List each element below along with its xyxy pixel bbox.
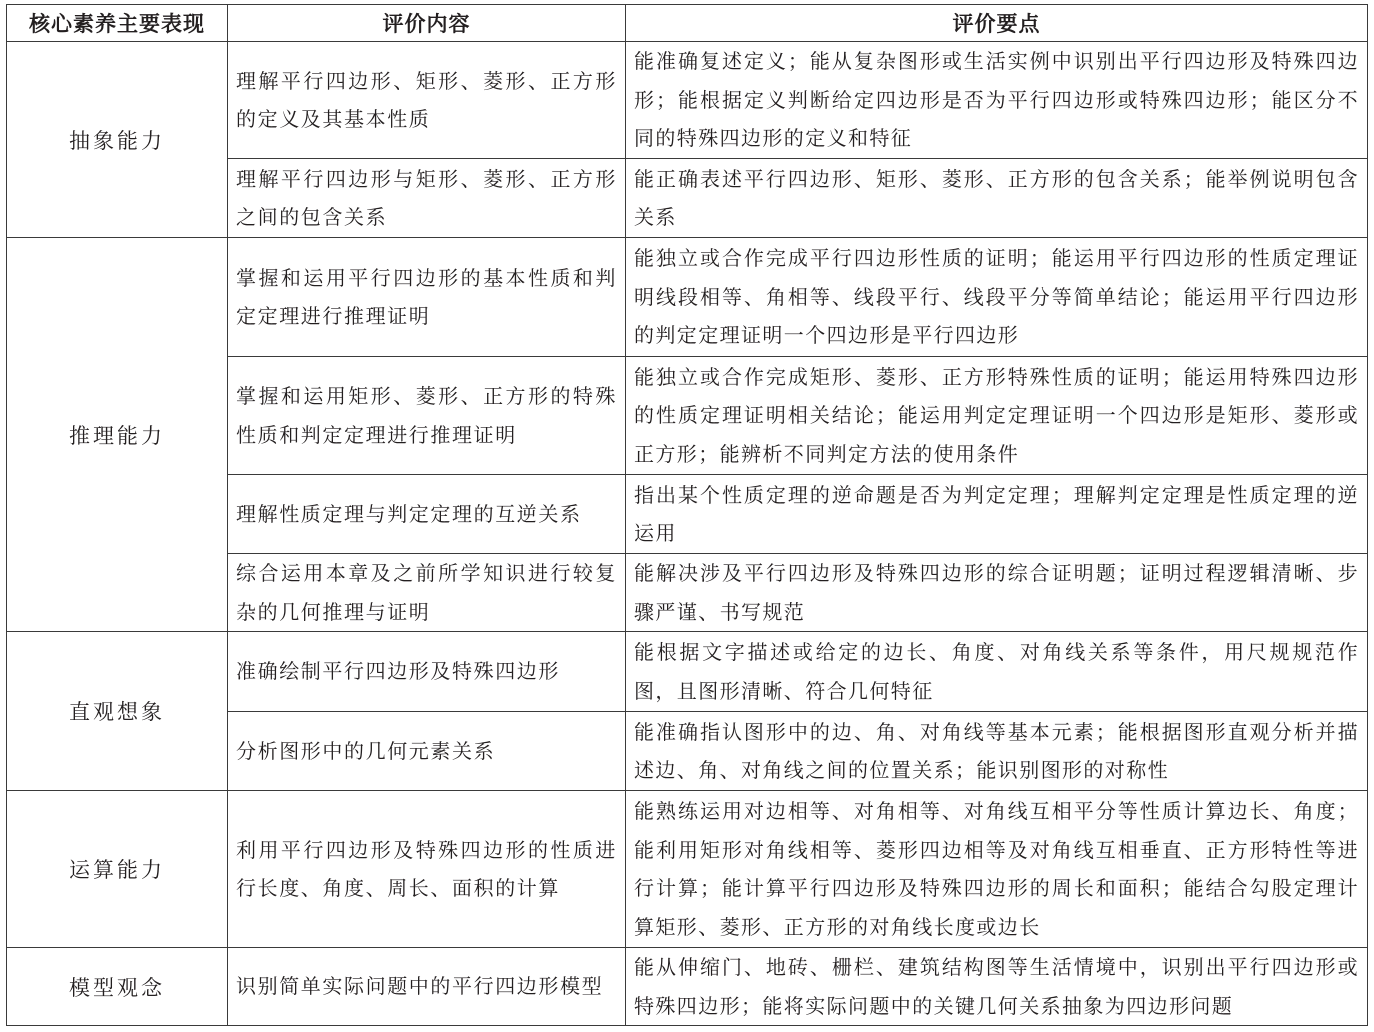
table-row: [7, 791, 1368, 948]
points-cell: 能正确表述平行四边形、矩形、菱形、正方形的包含关系；能举例说明包含关系: [626, 159, 1368, 238]
content-cell: 识别简单实际问题中的平行四边形模型: [228, 948, 626, 1026]
content-cell: 理解平行四边形与矩形、菱形、正方形之间的包含关系: [228, 159, 626, 238]
literacy-computation: 运算能力: [7, 791, 228, 948]
table-row: [7, 632, 1368, 712]
content-cell: 综合运用本章及之前所学知识进行较复杂的几何推理与证明: [228, 554, 626, 632]
points-cell: 能根据文字描述或给定的边长、角度、对角线关系等条件，用尺规规范作图，且图形清晰、符合几何特征: [626, 632, 1368, 712]
points-cell: 能从伸缩门、地砖、栅栏、建筑结构图等生活情境中，识别出平行四边形或特殊四边形；能将实际问题中的关键几何关系抽象为四边形问题: [626, 948, 1368, 1026]
literacy-intuition: 直观想象: [7, 632, 228, 791]
content-cell: 分析图形中的几何元素关系: [228, 712, 626, 791]
points-cell: 指出某个性质定理的逆命题是否为判定定理；理解判定定理是性质定理的逆运用: [626, 475, 1368, 554]
content-cell: 掌握和运用矩形、菱形、正方形的特殊性质和判定定理进行推理证明: [228, 357, 626, 475]
content-cell: 利用平行四边形及特殊四边形的性质进行长度、角度、周长、面积的计算: [228, 791, 626, 948]
literacy-abstraction: 抽象能力: [7, 42, 228, 238]
content-cell: 理解性质定理与判定定理的互逆关系: [228, 475, 626, 554]
content-cell: 掌握和运用平行四边形的基本性质和判定定理进行推理证明: [228, 238, 626, 357]
content-cell: 准确绘制平行四边形及特殊四边形: [228, 632, 626, 712]
content-cell: 理解平行四边形、矩形、菱形、正方形的定义及其基本性质: [228, 42, 626, 159]
points-cell: 能熟练运用对边相等、对角相等、对角线互相平分等性质计算边长、角度；能利用矩形对角线相等、菱形四边相等及对角线互相垂直、正方形特性等进行计算；能计算平行四边形及特殊四边形的周长和面积；能结合勾股定理计算矩形、菱形、正方形的对角线长度或边长: [626, 791, 1368, 948]
points-cell: 能准确复述定义；能从复杂图形或生活实例中识别出平行四边形及特殊四边形；能根据定义判断给定四边形是否为平行四边形或特殊四边形；能区分不同的特殊四边形的定义和特征: [626, 42, 1368, 159]
literacy-modeling: 模型观念: [7, 948, 228, 1026]
evaluation-table: [6, 4, 1368, 1026]
header-points: 评价要点: [626, 5, 1368, 42]
points-cell: 能独立或合作完成平行四边形性质的证明；能运用平行四边形的性质定理证明线段相等、角相等、线段平行、线段平分等简单结论；能运用平行四边形的判定定理证明一个四边形是平行四边形: [626, 238, 1368, 357]
points-cell: 能解决涉及平行四边形及特殊四边形的综合证明题；证明过程逻辑清晰、步骤严谨、书写规范: [626, 554, 1368, 632]
header-content: 评价内容: [228, 5, 626, 42]
header-row: [7, 5, 1368, 42]
table-row: [7, 238, 1368, 357]
header-literacy: 核心素养主要表现: [7, 5, 228, 42]
literacy-reasoning: 推理能力: [7, 238, 228, 632]
table-row: [7, 948, 1368, 1026]
points-cell: 能准确指认图形中的边、角、对角线等基本元素；能根据图形直观分析并描述边、角、对角线之间的位置关系；能识别图形的对称性: [626, 712, 1368, 791]
table-row: [7, 42, 1368, 159]
points-cell: 能独立或合作完成矩形、菱形、正方形特殊性质的证明；能运用特殊四边形的性质定理证明相关结论；能运用判定定理证明一个四边形是矩形、菱形或正方形；能辨析不同判定方法的使用条件: [626, 357, 1368, 475]
